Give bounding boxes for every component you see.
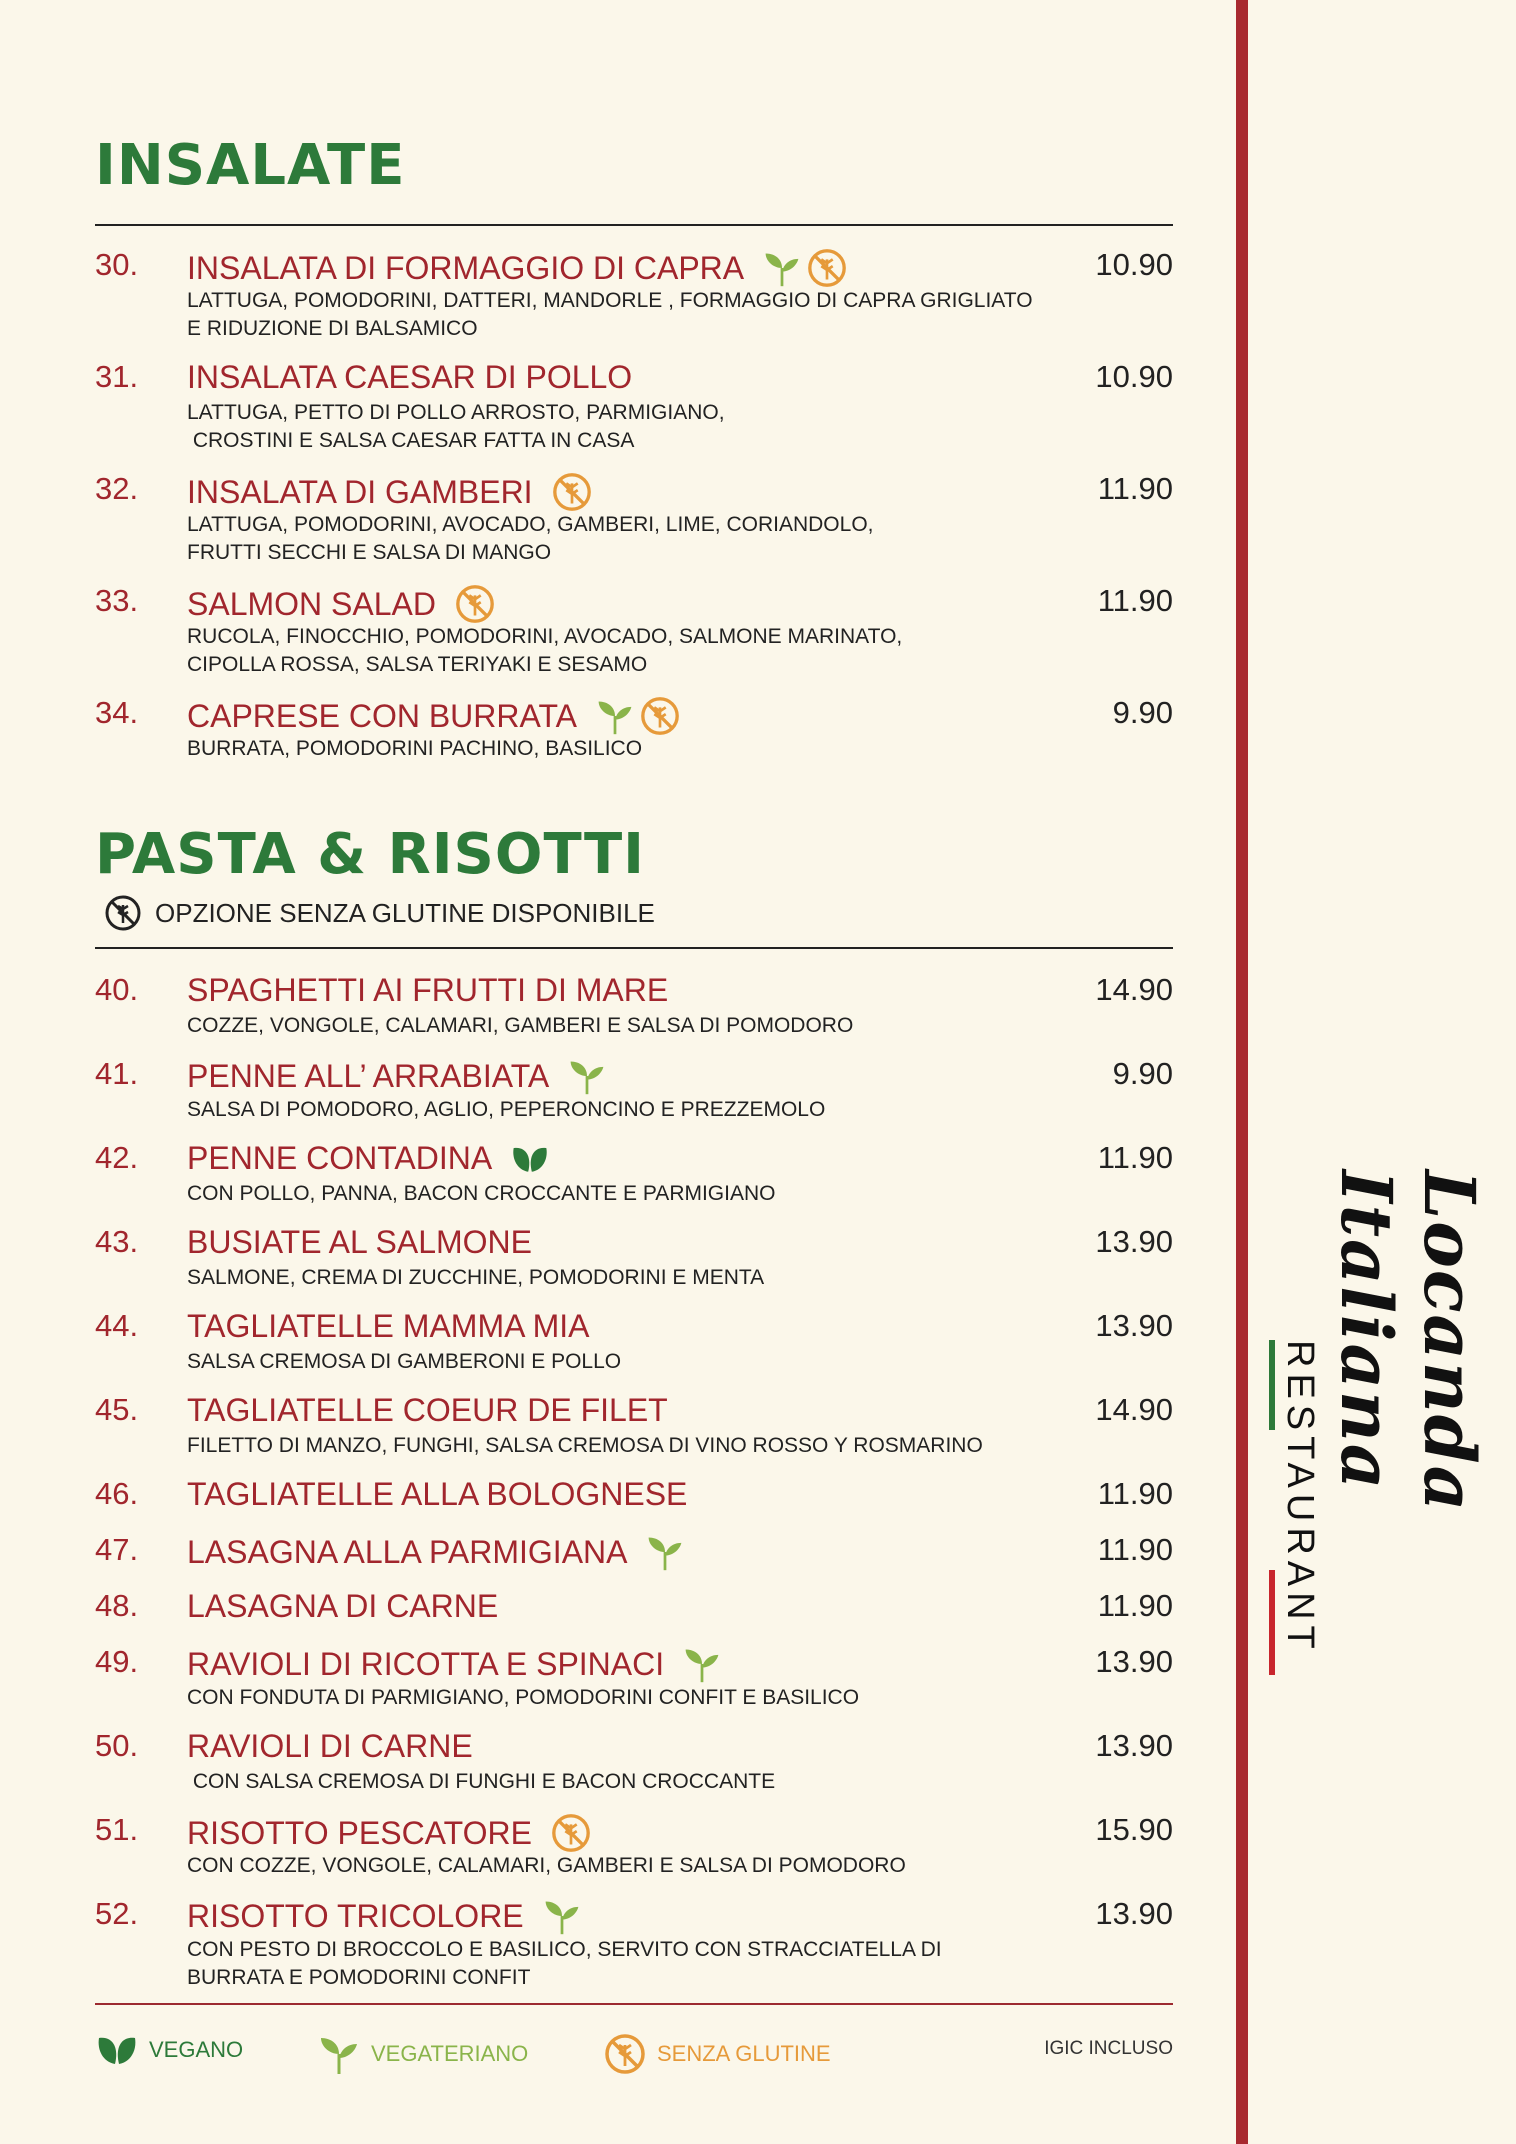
section-title-pasta: PASTA & RISOTTI xyxy=(95,822,646,887)
diet-icons xyxy=(550,1812,592,1854)
item-price: 9.90 xyxy=(1112,695,1173,730)
item-description-line: SALSA DI POMODORO, AGLIO, PEPERONCINO E PREZZEMOLO xyxy=(187,1098,826,1121)
item-name-text: BUSIATE AL SALMONE xyxy=(187,1224,532,1260)
gluten-free-icon xyxy=(550,1812,592,1854)
item-price: 13.90 xyxy=(1095,1728,1173,1763)
item-name-text: TAGLIATELLE ALLA BOLOGNESE xyxy=(187,1476,688,1512)
item-price: 11.90 xyxy=(1097,471,1173,506)
item-description-line: CON COZZE, VONGOLE, CALAMARI, GAMBERI E SALSA DI POMODORO xyxy=(187,1854,906,1877)
vegan-icon xyxy=(95,2032,139,2068)
item-name-text: INSALATA DI GAMBERI xyxy=(187,473,533,510)
item-number: 52. xyxy=(95,1896,139,1931)
item-name-text: TAGLIATELLE MAMMA MIA xyxy=(187,1308,590,1344)
vegetarian-icon xyxy=(317,2032,361,2076)
item-name xyxy=(187,1224,532,1261)
item-name xyxy=(187,1476,687,1513)
item-price: 11.90 xyxy=(1097,1588,1173,1623)
item-number: 45. xyxy=(95,1392,139,1427)
item-description xyxy=(187,1852,1167,1880)
sidebar-red-bar xyxy=(1236,0,1248,2144)
brand-script-name: Locanda Italiana xyxy=(1325,1170,1491,1514)
item-name xyxy=(187,1308,589,1345)
item-name-text: PENNE CONTADINA xyxy=(187,1140,493,1176)
diet-icons xyxy=(595,695,681,737)
item-description-line: BURRATA, POMODORINI PACHINO, BASILICO xyxy=(187,737,643,760)
gluten-free-note-text: OPZIONE SENZA GLUTINE DISPONIBILE xyxy=(155,897,655,928)
item-name-text: TAGLIATELLE COEUR DE FILET xyxy=(187,1392,668,1428)
item-price: 11.90 xyxy=(1097,1140,1173,1175)
item-name xyxy=(187,1588,498,1625)
item-description-line: LATTUGA, POMODORINI, DATTERI, MANDORLE , FORMAGGIO DI CAPRA GRIGLIATO xyxy=(187,289,1033,312)
item-name xyxy=(187,972,668,1009)
item-price: 13.90 xyxy=(1095,1644,1173,1679)
legend-gluten-free xyxy=(603,2032,831,2076)
gluten-free-icon xyxy=(603,2032,647,2076)
item-description-line: E RIDUZIONE DI BALSAMICO xyxy=(187,317,478,340)
item-description-line: RUCOLA, FINOCCHIO, POMODORINI, AVOCADO, SALMONE MARINATO, xyxy=(187,625,903,648)
item-name xyxy=(187,1896,582,1936)
item-description xyxy=(187,1180,1167,1208)
item-name xyxy=(187,583,496,625)
item-description-line: CON PESTO DI BROCCOLO E BASILICO, SERVITO CON STRACCIATELLA DI xyxy=(187,1938,942,1961)
tax-note: IGIC INCLUSO xyxy=(1044,2038,1173,2059)
item-number: 42. xyxy=(95,1140,139,1175)
diet-icons xyxy=(542,1896,582,1936)
item-price: 13.90 xyxy=(1095,1308,1173,1343)
item-name-text: CAPRESE CON BURRATA xyxy=(187,697,577,734)
item-name-text: RAVIOLI DI CARNE xyxy=(187,1728,473,1764)
item-name xyxy=(187,1812,592,1854)
item-price: 14.90 xyxy=(1095,1392,1173,1427)
item-description xyxy=(187,735,1167,763)
item-description-line: FRUTTI SECCHI E SALSA DI MANGO xyxy=(187,541,552,564)
item-price: 14.90 xyxy=(1095,972,1173,1007)
item-description xyxy=(187,287,1167,343)
item-name xyxy=(187,247,848,289)
item-description xyxy=(187,1432,1167,1460)
item-description-line: CROSTINI E SALSA CAESAR FATTA IN CASA xyxy=(187,429,635,452)
item-name-text: RAVIOLI DI RICOTTA E SPINACI xyxy=(187,1645,665,1682)
item-name xyxy=(187,1056,607,1096)
item-number: 33. xyxy=(95,583,139,618)
flag-red-stripe xyxy=(1269,1570,1275,1675)
legend-vegetarian-label: VEGATERIANO xyxy=(371,2041,529,2066)
item-description xyxy=(187,623,1167,679)
item-description xyxy=(187,511,1167,567)
item-description xyxy=(187,1936,1167,1992)
item-description-line: LATTUGA, POMODORINI, AVOCADO, GAMBERI, LIME, CORIANDOLO, xyxy=(187,513,874,536)
legend-vegan-label: VEGANO xyxy=(149,2037,244,2062)
brand-subtitle: RESTAURANT xyxy=(1279,1340,1321,1655)
item-number: 41. xyxy=(95,1056,139,1091)
item-name-text: SPAGHETTI AI FRUTTI DI MARE xyxy=(187,972,669,1008)
item-name xyxy=(187,359,632,396)
item-price: 11.90 xyxy=(1097,1532,1173,1567)
diet-icons xyxy=(551,471,593,513)
item-number: 47. xyxy=(95,1532,139,1567)
legend-vegetarian xyxy=(317,2032,528,2076)
divider xyxy=(95,2003,1173,2005)
vegetarian-icon xyxy=(762,248,802,288)
item-number: 51. xyxy=(95,1812,139,1847)
vegetarian-icon xyxy=(682,1644,722,1684)
item-description xyxy=(187,1096,1167,1124)
vegetarian-icon xyxy=(595,696,635,736)
item-name-text: LASAGNA DI CARNE xyxy=(187,1588,499,1624)
item-description-line: FILETTO DI MANZO, FUNGHI, SALSA CREMOSA DI VINO ROSSO Y ROSMARINO xyxy=(187,1434,983,1457)
gluten-free-icon xyxy=(551,471,593,513)
flag-green-stripe xyxy=(1269,1340,1275,1430)
legend xyxy=(95,2032,1173,2082)
item-description-line: SALMONE, CREMA DI ZUCCHINE, POMODORINI E MENTA xyxy=(187,1266,765,1289)
vegetarian-icon xyxy=(542,1896,582,1936)
item-description-line: BURRATA E POMODORINI CONFIT xyxy=(187,1966,531,1989)
item-number: 43. xyxy=(95,1224,139,1259)
section-title-insalate: INSALATE xyxy=(95,133,406,198)
item-description xyxy=(187,1264,1167,1292)
item-name xyxy=(187,695,681,737)
item-description-line: SALSA CREMOSA DI GAMBERONI E POLLO xyxy=(187,1350,622,1373)
divider xyxy=(95,224,1173,226)
item-price: 10.90 xyxy=(1095,247,1173,282)
gluten-free-icon xyxy=(454,583,496,625)
item-description xyxy=(187,399,1167,455)
divider xyxy=(95,947,1173,949)
item-price: 9.90 xyxy=(1112,1056,1173,1091)
item-name-text: LASAGNA ALLA PARMIGIANA xyxy=(187,1533,628,1570)
item-name-text: RISOTTO PESCATORE xyxy=(187,1814,532,1851)
item-description xyxy=(187,1012,1167,1040)
item-price: 13.90 xyxy=(1095,1224,1173,1259)
item-description-line: CON FONDUTA DI PARMIGIANO, POMODORINI CONFIT E BASILICO xyxy=(187,1686,860,1709)
gluten-free-note xyxy=(103,893,655,933)
diet-icons xyxy=(510,1142,550,1176)
item-description-line: CON POLLO, PANNA, BACON CROCCANTE E PARMIGIANO xyxy=(187,1182,776,1205)
diet-icons xyxy=(682,1644,722,1684)
item-name-text: INSALATA DI FORMAGGIO DI CAPRA xyxy=(187,249,745,286)
item-number: 48. xyxy=(95,1588,139,1623)
item-price: 13.90 xyxy=(1095,1896,1173,1931)
item-description xyxy=(187,1684,1167,1712)
item-price: 15.90 xyxy=(1095,1812,1173,1847)
vegetarian-icon xyxy=(567,1056,607,1096)
diet-icons xyxy=(454,583,496,625)
gluten-free-icon xyxy=(103,893,143,933)
item-name xyxy=(187,1140,550,1177)
item-number: 44. xyxy=(95,1308,139,1343)
item-number: 31. xyxy=(95,359,139,394)
item-name xyxy=(187,471,593,513)
item-name xyxy=(187,1392,668,1429)
item-name xyxy=(187,1728,473,1765)
diet-icons xyxy=(645,1532,685,1572)
brand-logo xyxy=(1279,1170,1491,1820)
item-number: 30. xyxy=(95,247,139,282)
item-description xyxy=(187,1768,1167,1796)
legend-vegan xyxy=(95,2032,243,2068)
item-name-text: INSALATA CAESAR DI POLLO xyxy=(187,359,633,395)
gluten-free-icon xyxy=(806,247,848,289)
item-description-line: LATTUGA, PETTO DI POLLO ARROSTO, PARMIGIANO, xyxy=(187,401,725,424)
item-description xyxy=(187,1348,1167,1376)
item-number: 50. xyxy=(95,1728,139,1763)
item-name-text: RISOTTO TRICOLORE xyxy=(187,1897,524,1934)
item-price: 11.90 xyxy=(1097,1476,1173,1511)
legend-gluten-free-label: SENZA GLUTINE xyxy=(657,2041,831,2066)
item-price: 10.90 xyxy=(1095,359,1173,394)
item-name-text: SALMON SALAD xyxy=(187,585,436,622)
item-description-line: CON SALSA CREMOSA DI FUNGHI E BACON CROCCANTE xyxy=(187,1770,776,1793)
item-number: 46. xyxy=(95,1476,139,1511)
diet-icons xyxy=(762,247,848,289)
item-name xyxy=(187,1644,722,1684)
item-number: 49. xyxy=(95,1644,139,1679)
item-name xyxy=(187,1532,685,1572)
vegan-icon xyxy=(510,1142,550,1176)
item-description-line: CIPOLLA ROSSA, SALSA TERIYAKI E SESAMO xyxy=(187,653,648,676)
item-number: 32. xyxy=(95,471,139,506)
item-name-text: PENNE ALL’ ARRABIATA xyxy=(187,1057,550,1094)
vegetarian-icon xyxy=(645,1532,685,1572)
item-number: 40. xyxy=(95,972,139,1007)
item-description-line: COZZE, VONGOLE, CALAMARI, GAMBERI E SALSA DI POMODORO xyxy=(187,1014,854,1037)
diet-icons xyxy=(567,1056,607,1096)
item-price: 11.90 xyxy=(1097,583,1173,618)
item-number: 34. xyxy=(95,695,139,730)
gluten-free-icon xyxy=(639,695,681,737)
